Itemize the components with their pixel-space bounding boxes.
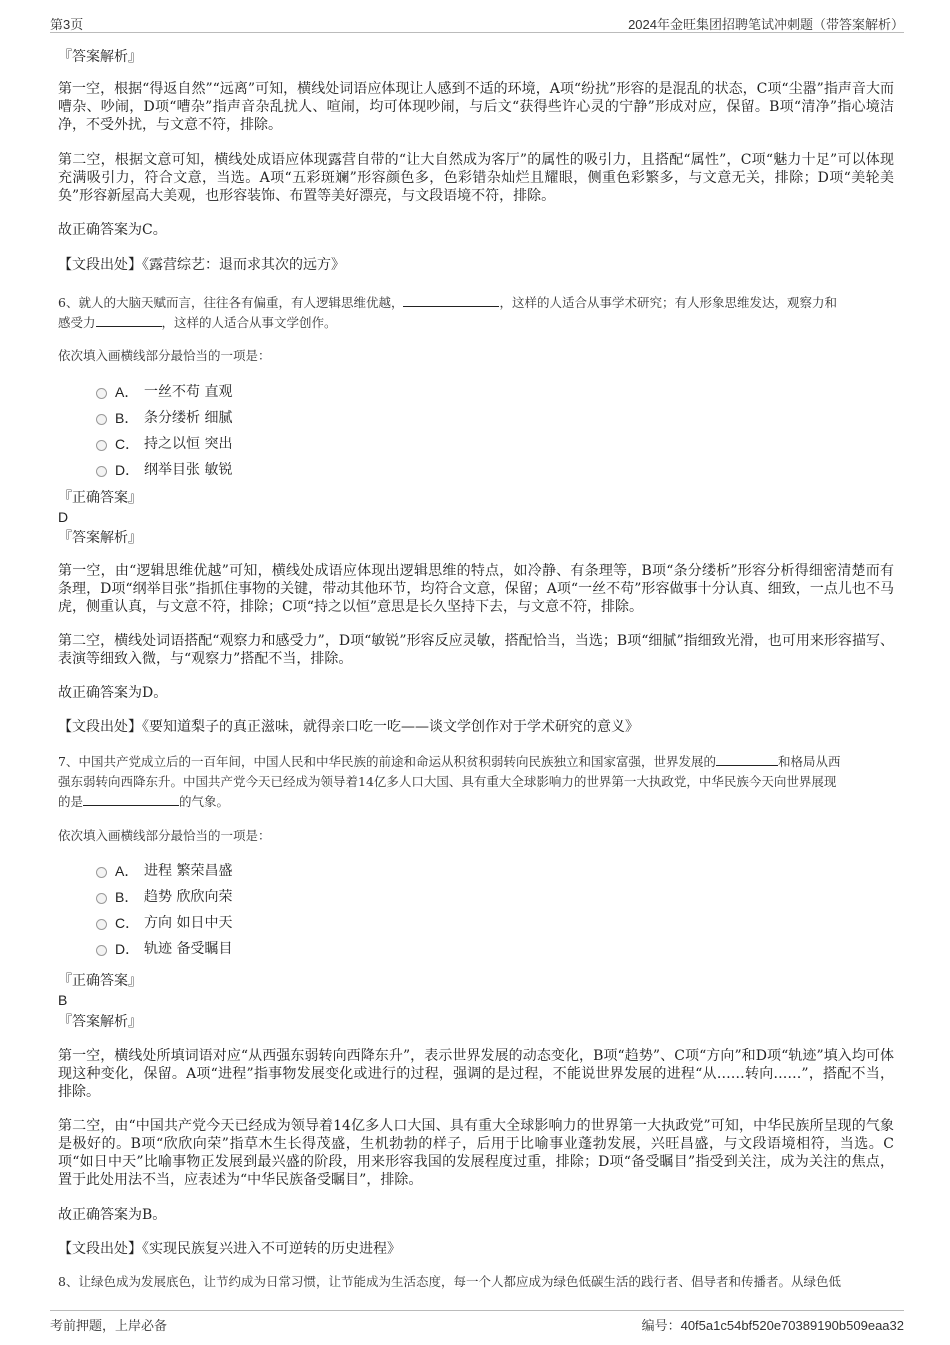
q7-analysis-tag: 『答案解析』 [58, 1014, 142, 1030]
q7-stem: 7、中国共产党成立后的一百年间，中国人民和中华民族的前途和命运从积贫积弱转向民族独立和国家富强，世界发展的 和格局从西 强东弱转向西降东升。中国共产党今天已经成为领导着14亿多人口大国、具有重大全球影响力的世界第一大执政党，中华民族今天向世界展现 的是 的气象。 [58, 754, 841, 809]
q7-correct-answer: B [58, 992, 68, 1008]
q7-analysis-p1: 第一空，横线处所填词语对应“从西强东弱转向西降东升”，表示世界发展的动态变化，B项“趋势”、C项“方向”和D项“轨迹”填入均可体现这种变化，保留。A项“进程”指事物发展变化或进行的过程，强调的是过程，不能说世界发展的进程“从……转向……”，搭配不当，排除。 [58, 1048, 894, 1100]
q7-conclusion: 故正确答案为B。 [58, 1207, 167, 1223]
q8-stem: 8、让绿色成为发展底色，让节约成为日常习惯，让节能成为生活态度，每一个人都应成为绿色低碳生活的践行者、倡导者和传播者。从绿色低 [58, 1274, 841, 1289]
q6-source: 【文段出处】《要知道梨子的真正滋味，就得亲口吃一吃——谈文学创作对于学术研究的意义》 [58, 719, 639, 735]
footer-slogan: 考前押题，上岸必备 [50, 1318, 168, 1333]
q6-correct-tag: 『正确答案』 [58, 490, 142, 506]
q6-analysis-p1: 第一空，由“逻辑思维优越”可知，横线处成语应体现出逻辑思维的特点，如冷静、有条理等，B项“条分缕析”形容分析得细密清楚而有条理，D项“纲举目张”指抓住事物的关键，带动其他环节，均符合文意，保留；A项“一丝不苟”形容做事十分认真、细致，一点儿也不马虎，侧重认真，与文意不符，排除；C项“持之以恒”意思是长久坚持下去，与文意不符，排除。 [58, 563, 894, 615]
q5-analysis-tag: 『答案解析』 [58, 49, 142, 65]
q6-analysis-p2: 第二空，横线处词语搭配“观察力和感受力”，D项“敏锐”形容反应灵敏，搭配恰当，当选；B项“细腻”指细致光滑，也可用来形容描写、表演等细致入微，与“观察力”搭配不当，排除。 [58, 633, 894, 667]
radio-icon[interactable] [96, 440, 107, 451]
document-title: 2024年金旺集团招聘笔试冲刺题（带答案解析） [628, 17, 904, 32]
q7-source: 【文段出处】《实现民族复兴进入不可逆转的历史进程》 [58, 1241, 401, 1257]
radio-icon[interactable] [96, 893, 107, 904]
q5-analysis-p1: 第一空，根据“得返自然”“远离”可知，横线处词语应体现让人感到不适的环境，A项“纷扰”形容的是混乱的状态，C项“尘嚣”指声音大而嘈杂、吵闹，D项“嘈杂”指声音杂乱扰人、喧闹，均可体现吵闹，与后文“获得些许心灵的宁静”形成对应，保留。B项“清净”指心境洁净，不受外扰，与文意不符，排除。 [58, 81, 894, 133]
q7-correct-tag: 『正确答案』 [58, 973, 142, 989]
radio-icon[interactable] [96, 388, 107, 399]
q6-conclusion: 故正确答案为D。 [58, 685, 168, 701]
q6-blank-1 [403, 294, 499, 307]
q7-analysis-p2: 第二空，由“中国共产党今天已经成为领导着14亿多人口大国、具有重大全球影响力的世界第一大执政党”可知，中华民族所呈现的气象是极好的。B项“欣欣向荣”指草木生长得茂盛，生机勃勃的样子，后用于比喻事业蓬勃发展，兴旺昌盛，与文段语境相符，当选。C项“如日中天”比喻事物正发展到最兴盛的阶段，用来形容我国的发展程度过重，排除；D项“备受瞩目”指受到关注，成为关注的焦点，置于此处用法不当，应表述为“中华民族备受瞩目”，排除。 [58, 1118, 894, 1188]
q5-conclusion: 故正确答案为C。 [58, 222, 167, 238]
footer-serial: 编号：40f5a1c54bf520e70389190b509eaa32 [641, 1318, 904, 1333]
q7-blank-1 [716, 753, 778, 766]
page-header [50, 12, 904, 33]
radio-icon[interactable] [96, 867, 107, 878]
q5-source: 【文段出处】《露营综艺：退而求其次的远方》 [58, 257, 345, 273]
q6-analysis-tag: 『答案解析』 [58, 530, 142, 546]
q6-stem: 6、就人的大脑天赋而言，往往各有偏重，有人逻辑思维优越， ，这样的人适合从事学术研究；有人形象思维发达，观察力和 感受力 ，这样的人适合从事文学创作。 [58, 295, 837, 330]
q5-analysis-p2: 第二空，根据文意可知，横线处成语应体现露营自带的“让大自然成为客厅”的属性的吸引力，且搭配“属性”，C项“魅力十足”可以体现充满吸引力，符合文意，当选。A项“五彩斑斓”形容颜色多，色彩错杂灿烂且耀眼，侧重色彩繁多，与文意无关，排除；D项“美轮美奂”形容新屋高大美观，也形容装饰、布置等美好漂亮，与文段语境不符，排除。 [58, 152, 894, 204]
q6-correct-answer: D [58, 509, 69, 525]
radio-icon[interactable] [96, 414, 107, 425]
q7-blank-2 [83, 793, 179, 806]
q6-blank-2 [96, 314, 162, 327]
q6-instruction: 依次填入画横线部分最恰当的一项是： [58, 348, 271, 363]
page-number: 第3页 [50, 17, 84, 32]
radio-icon[interactable] [96, 919, 107, 930]
page-footer [50, 1310, 904, 1333]
q7-instruction: 依次填入画横线部分最恰当的一项是： [58, 828, 271, 843]
radio-icon[interactable] [96, 466, 107, 477]
radio-icon[interactable] [96, 945, 107, 956]
